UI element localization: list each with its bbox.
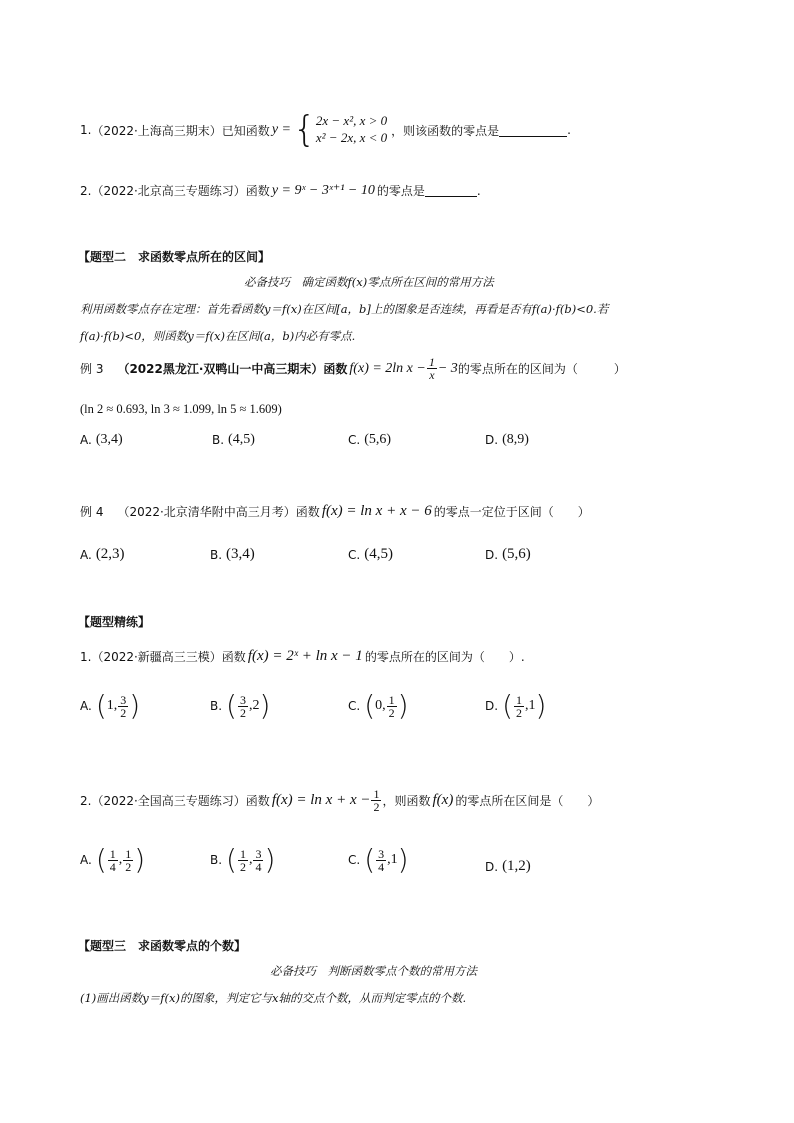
fraction-numerator: 1	[373, 787, 380, 801]
choice-value: (8,9)	[502, 432, 529, 447]
fraction	[427, 356, 437, 381]
question-number: 1.	[80, 123, 92, 137]
example-label: 例 4	[80, 505, 104, 519]
question-suffix: ，则该函数的零点是	[391, 123, 500, 138]
choice-letter: D.	[485, 699, 499, 713]
section-heading-type-3: 【题型三 求函数零点的个数】	[78, 939, 247, 953]
left-paren: (	[364, 689, 376, 722]
choice-letter: A.	[80, 699, 92, 713]
fraction-denominator: 2	[125, 859, 132, 874]
interval-lower-fraction	[238, 848, 248, 873]
fraction-denominator: 2	[120, 705, 127, 720]
section-heading-type-2: 【题型二 求函数零点所在的区间】	[78, 250, 271, 264]
choice-a[interactable]	[80, 546, 125, 563]
log-hint: (ln 2 ≈ 0.693, ln 3 ≈ 1.099, ln 5 ≈ 1.609)	[80, 402, 282, 416]
interval	[364, 843, 409, 876]
choice-value: (1,2)	[502, 858, 531, 874]
interval	[226, 843, 276, 876]
tip-text-line-1: (1)画出函数y＝f(x)的图象，判定它与x轴的交点个数，从而判定零点的个数.	[80, 991, 467, 1005]
question-suffix: 的零点所在区间是（ ）	[455, 794, 600, 808]
interval-lower-fraction	[376, 848, 386, 873]
choice-value: (3,4)	[226, 546, 255, 562]
fraction-denominator: 4	[378, 859, 385, 874]
choice-letter: A.	[80, 853, 92, 867]
choice-value: (4,5)	[228, 432, 255, 447]
left-paren: (	[95, 843, 107, 876]
left-paren: (	[364, 843, 376, 876]
choice-value: (4,5)	[364, 546, 393, 562]
left-paren: (	[502, 689, 513, 722]
formula: f(x) = ln x + x − 6	[321, 503, 432, 519]
tip-text-line-2: f(a)·f(b)<0，则函数y＝f(x)在区间(a，b)内必有零点.	[80, 329, 356, 343]
left-brace: {	[292, 109, 316, 150]
fraction-numerator: 1	[428, 355, 435, 369]
interval	[95, 843, 146, 876]
fraction-denominator: x	[429, 368, 435, 382]
interval-upper-fraction	[253, 848, 263, 873]
question-number: 2.	[80, 793, 92, 808]
choice-d[interactable]	[485, 432, 529, 448]
choice-letter: D.	[485, 859, 499, 874]
interval-upper: 2	[252, 698, 260, 713]
question-suffix: 的零点是	[376, 184, 425, 198]
question-2	[80, 182, 481, 199]
comma: ,	[118, 852, 123, 867]
fraction-numerator: 3	[378, 846, 385, 861]
choice-letter: C.	[348, 433, 361, 447]
piecewise-case-1: 2x − x², x > 0	[315, 113, 388, 129]
comma: ,	[113, 698, 118, 713]
choice-b[interactable]	[212, 432, 255, 448]
choice-c[interactable]	[348, 432, 391, 448]
interval	[95, 689, 141, 722]
fraction-denominator: 4	[109, 859, 116, 874]
comma: ,	[387, 852, 391, 867]
choice-c[interactable]	[348, 689, 409, 722]
right-paren: )	[129, 689, 141, 722]
choice-letter: A.	[80, 547, 92, 562]
choice-b[interactable]	[210, 546, 255, 563]
choice-d[interactable]	[485, 546, 531, 563]
fraction-numerator: 1	[109, 846, 116, 861]
choice-letter: D.	[485, 433, 499, 447]
interval-lower-fraction	[108, 848, 118, 873]
example-suffix: 的零点一定位于区间（ ）	[433, 505, 590, 519]
fraction-numerator: 1	[388, 692, 395, 707]
interval-upper: 1	[390, 852, 398, 867]
comma: ,	[248, 852, 253, 867]
piecewise-case-2: x² − 2x, x < 0	[315, 130, 388, 145]
choice-letter: C.	[348, 853, 361, 867]
interval	[364, 689, 409, 722]
interval	[226, 689, 271, 722]
right-paren: )	[397, 689, 409, 722]
formula: f(x) = 2ˣ + ln x − 1	[247, 648, 363, 664]
left-paren: (	[226, 843, 237, 876]
practice-question-2	[80, 788, 599, 813]
question-source: （2022·全国高三专题练习）函数	[91, 794, 270, 808]
interval-upper-fraction	[118, 694, 128, 719]
example-3	[80, 356, 626, 381]
formula-2: f(x)	[432, 792, 454, 808]
right-paren: )	[535, 689, 547, 722]
right-paren: )	[264, 843, 276, 876]
tip-title: 必备技巧 确定函数f(x)零点所在区间的常用方法	[244, 275, 494, 289]
answer-blank[interactable]	[499, 124, 567, 137]
choice-value: (5,6)	[364, 432, 392, 447]
choice-value: (5,6)	[502, 546, 531, 562]
interval-upper-fraction	[387, 694, 397, 719]
right-paren: )	[397, 843, 409, 876]
fraction-numerator: 3	[120, 692, 127, 707]
question-number: 1.	[80, 649, 92, 664]
choice-letter: B.	[212, 433, 225, 447]
formula: y = 9ˣ − 3ˣ⁺¹ − 10	[271, 183, 375, 198]
choice-b[interactable]	[210, 689, 271, 722]
fraction-denominator: 2	[516, 705, 522, 720]
choice-d[interactable]	[485, 689, 547, 722]
section-heading-practice: 【题型精练】	[78, 615, 151, 629]
choice-d[interactable]	[485, 858, 531, 875]
choice-letter: C.	[348, 699, 361, 713]
interval-lower-fraction	[238, 694, 248, 719]
question-number: 2.	[80, 183, 92, 198]
fraction-numerator: 3	[255, 846, 262, 861]
choice-letter: B.	[210, 547, 223, 562]
tip-text-line-1: 利用函数零点存在定理：首先看函数y＝f(x)在区间[a，b]上的图象是否连续，再看是否有f(a)·f(b)<0.若	[80, 302, 609, 316]
example-source: （2022黑龙江·双鸭山一中高三期末）函数	[117, 362, 348, 376]
right-paren: )	[134, 843, 146, 876]
fraction-denominator: 2	[388, 705, 395, 720]
choice-letter: D.	[485, 547, 499, 562]
formula-left: f(x) = ln x + x −	[271, 792, 371, 808]
comma: ,	[248, 698, 253, 713]
choice-a[interactable]	[80, 689, 141, 722]
example-4	[80, 503, 590, 520]
interval	[502, 689, 547, 722]
question-mid: ，则函数	[382, 794, 431, 808]
fraction-denominator: 4	[255, 859, 262, 874]
interval-lower: 0	[375, 698, 383, 713]
interval-upper-fraction	[123, 848, 133, 873]
fraction-denominator: 2	[239, 859, 246, 874]
fraction-numerator: 1	[125, 846, 132, 861]
comma: ,	[382, 698, 386, 713]
question-suffix: 的零点所在的区间为（ ）.	[364, 650, 525, 664]
function-name: y =	[271, 122, 291, 137]
interval-lower: 1	[106, 698, 114, 713]
example-source: （2022·北京清华附中高三月考）函数	[117, 505, 320, 519]
interval-upper: 1	[528, 698, 536, 713]
tip-title: 必备技巧 判断函数零点个数的常用方法	[270, 964, 477, 978]
fraction-denominator: 2	[373, 800, 380, 814]
question-end: .	[476, 183, 481, 198]
question-source: （2022·北京高三专题练习）函数	[91, 184, 270, 198]
left-paren: (	[226, 689, 237, 722]
left-paren: (	[95, 689, 107, 722]
practice-question-1	[80, 648, 525, 665]
fraction-numerator: 1	[516, 692, 522, 707]
formula-left: f(x) = 2ln x −	[349, 360, 426, 376]
example-suffix: 的零点所在的区间为（ ）	[457, 362, 626, 376]
fraction-numerator: 3	[239, 692, 246, 707]
fraction-denominator: 2	[239, 705, 246, 720]
question-source: （2022·新疆高三三模）函数	[91, 650, 246, 664]
comma: ,	[525, 698, 529, 713]
choice-letter: B.	[210, 853, 223, 867]
choice-letter: B.	[210, 699, 223, 713]
choice-value: (2,3)	[95, 546, 125, 562]
question-end: .	[567, 123, 571, 137]
choice-c[interactable]	[348, 843, 409, 876]
choice-a[interactable]	[80, 432, 123, 448]
interval-lower-fraction	[514, 694, 524, 719]
question-source: （2022·上海高三期末）已知函数	[91, 123, 270, 138]
choice-letter: C.	[348, 547, 361, 562]
piecewise-cases	[316, 113, 387, 147]
fraction	[371, 788, 381, 813]
choice-letter: A.	[80, 433, 92, 447]
fraction-numerator: 1	[239, 846, 246, 861]
example-label: 例 3	[80, 362, 104, 376]
right-paren: )	[259, 689, 271, 722]
answer-blank[interactable]	[425, 184, 477, 197]
question-1	[80, 110, 571, 150]
choice-a[interactable]	[80, 843, 146, 876]
choice-c[interactable]	[348, 546, 393, 563]
choice-b[interactable]	[210, 843, 276, 876]
choice-value: (3,4)	[95, 432, 123, 447]
formula-right: − 3	[437, 360, 458, 376]
